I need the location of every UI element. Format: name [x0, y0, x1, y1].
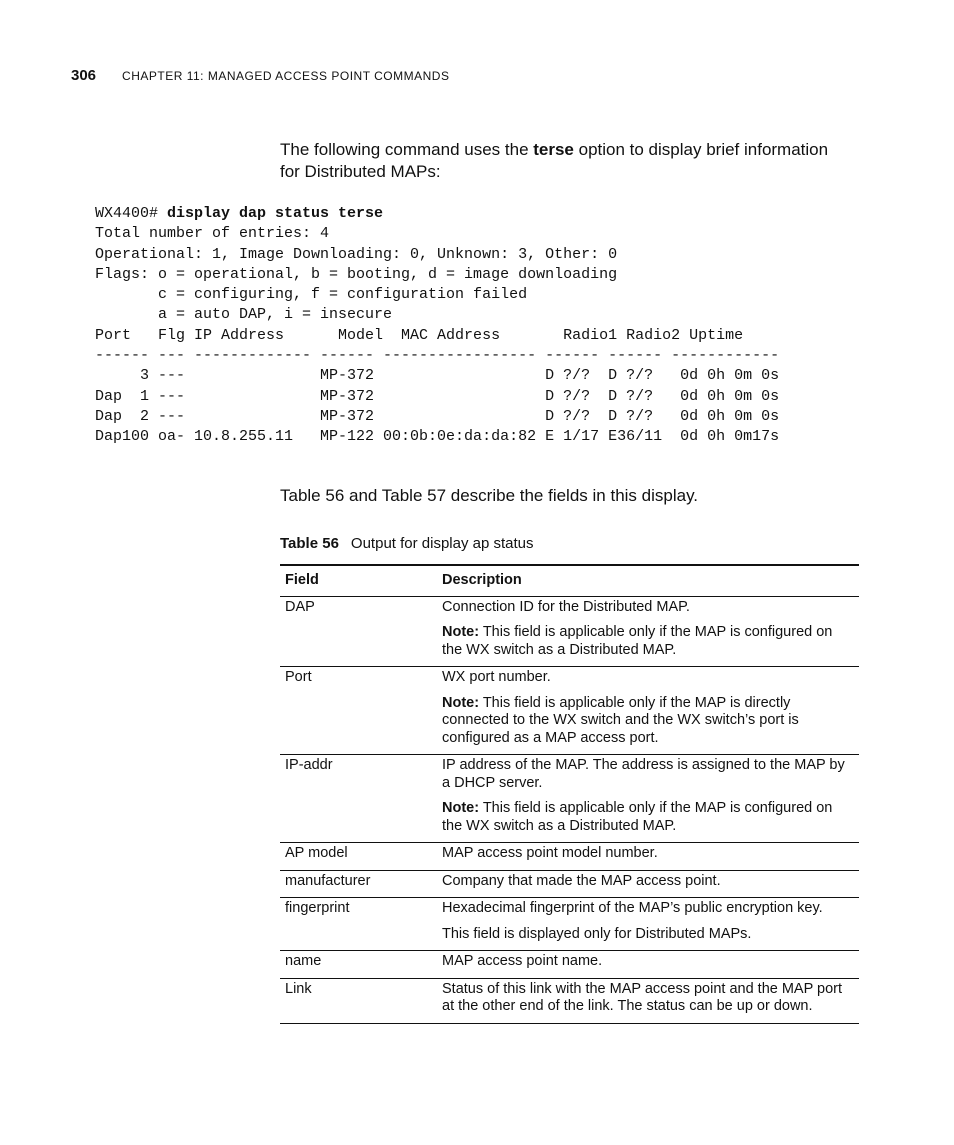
description-cell	[437, 667, 859, 755]
note-text	[442, 800, 854, 835]
description-cell	[437, 596, 859, 667]
page-number: 306	[71, 67, 97, 84]
table-caption	[280, 535, 534, 552]
intro-keyword: terse	[533, 140, 574, 159]
description-cell	[437, 755, 859, 843]
note-body: This field is applicable only if the MAP is directly connected to the WX switch and the WX switch’s port is configured as a MAP access port.	[442, 694, 799, 746]
description-text: Status of this link with the MAP access point and the MAP port at the other end of the link. The status can be up or down.	[442, 980, 843, 1014]
description-cell	[437, 978, 859, 1023]
extra-text: This field is displayed only for Distributed MAPs.	[442, 925, 752, 942]
code-prompt: WX4400#	[95, 205, 168, 222]
table-row	[280, 870, 859, 898]
table-header-row	[280, 565, 859, 596]
note-text	[442, 695, 854, 748]
table-row	[280, 667, 859, 755]
description-text: Company that made the MAP access point.	[442, 872, 721, 889]
header-description: Description	[437, 565, 859, 596]
description-cell	[437, 843, 859, 871]
description-cell	[437, 898, 859, 951]
header-field: Field	[280, 565, 437, 596]
note-label: Note:	[442, 694, 480, 711]
code-line: Flags: o = operational, b = booting, d = image downloading	[95, 265, 618, 283]
description-cell	[437, 951, 859, 979]
code-line: Operational: 1, Image Downloading: 0, Unknown: 3, Other: 0	[95, 245, 618, 263]
field-cell: name	[280, 951, 437, 979]
code-line: c = configuring, f = configuration failed	[95, 286, 528, 304]
caption-label: Table 56	[280, 535, 339, 552]
field-cell: AP model	[280, 843, 437, 871]
code-line: a = auto DAP, i = insecure	[95, 306, 393, 324]
command-output	[95, 204, 779, 448]
page-header	[71, 67, 449, 84]
description-cell	[437, 870, 859, 898]
code-line: Dap100 oa- 10.8.255.11 MP-122 00:0b:0e:da:da:82 E 1/17 E36/11 0d 0h 0m17s	[95, 428, 780, 446]
field-cell: Port	[280, 667, 437, 755]
description-text: MAP access point model number.	[442, 845, 658, 861]
note-body: This field is applicable only if the MAP is configured on the WX switch as a Distributed MAP.	[442, 800, 833, 834]
intro-paragraph	[280, 139, 840, 183]
note-label: Note:	[442, 800, 480, 816]
fields-table	[280, 564, 859, 1024]
description-text: MAP access point name.	[442, 953, 603, 969]
code-line: 3 --- MP-372 D ?/? D ?/? 0d 0h 0m 0s	[95, 367, 780, 385]
note-body: This field is applicable only if the MAP is configured on the WX switch as a Distributed MAP.	[442, 624, 833, 658]
table-description: Table 56 and Table 57 describe the fields in this display.	[280, 486, 699, 505]
table-row	[280, 898, 859, 951]
table-row	[280, 951, 859, 979]
note-label: Note:	[442, 624, 480, 640]
table-row	[280, 978, 859, 1023]
description-text: WX port number.	[442, 669, 551, 685]
code-line: ------ --- ------------- ------ ----------------- ------ ------ ------------	[95, 347, 780, 365]
code-line: Dap 1 --- MP-372 D ?/? D ?/? 0d 0h 0m 0s	[95, 387, 780, 405]
table-row	[280, 596, 859, 667]
field-cell: fingerprint	[280, 898, 437, 951]
note-text	[442, 624, 854, 659]
field-cell: manufacturer	[280, 870, 437, 898]
chapter-title: CHAPTER 11: MANAGED ACCESS POINT COMMANDS	[122, 69, 450, 83]
code-line: Port Flg IP Address Model MAC Address Radio1 Radio2 Uptime	[95, 326, 744, 344]
field-cell: DAP	[280, 596, 437, 667]
code-line: Total number of entries: 4	[95, 225, 330, 243]
table-row	[280, 755, 859, 843]
caption-text: Output for display ap status	[350, 535, 534, 552]
code-command: display dap status terse	[167, 205, 384, 222]
description-text: IP address of the MAP. The address is assigned to the MAP by a DHCP server.	[442, 757, 845, 791]
description-text: Hexadecimal fingerprint of the MAP’s public encryption key.	[442, 900, 823, 916]
field-cell: Link	[280, 978, 437, 1023]
table-row	[280, 843, 859, 871]
intro-after: option to display brief information for Distributed MAPs:	[280, 140, 829, 181]
description-text: Connection ID for the Distributed MAP.	[442, 598, 690, 615]
intro-before: The following command uses the	[280, 140, 534, 159]
field-cell: IP-addr	[280, 755, 437, 843]
code-line: Dap 2 --- MP-372 D ?/? D ?/? 0d 0h 0m 0s	[95, 407, 780, 425]
